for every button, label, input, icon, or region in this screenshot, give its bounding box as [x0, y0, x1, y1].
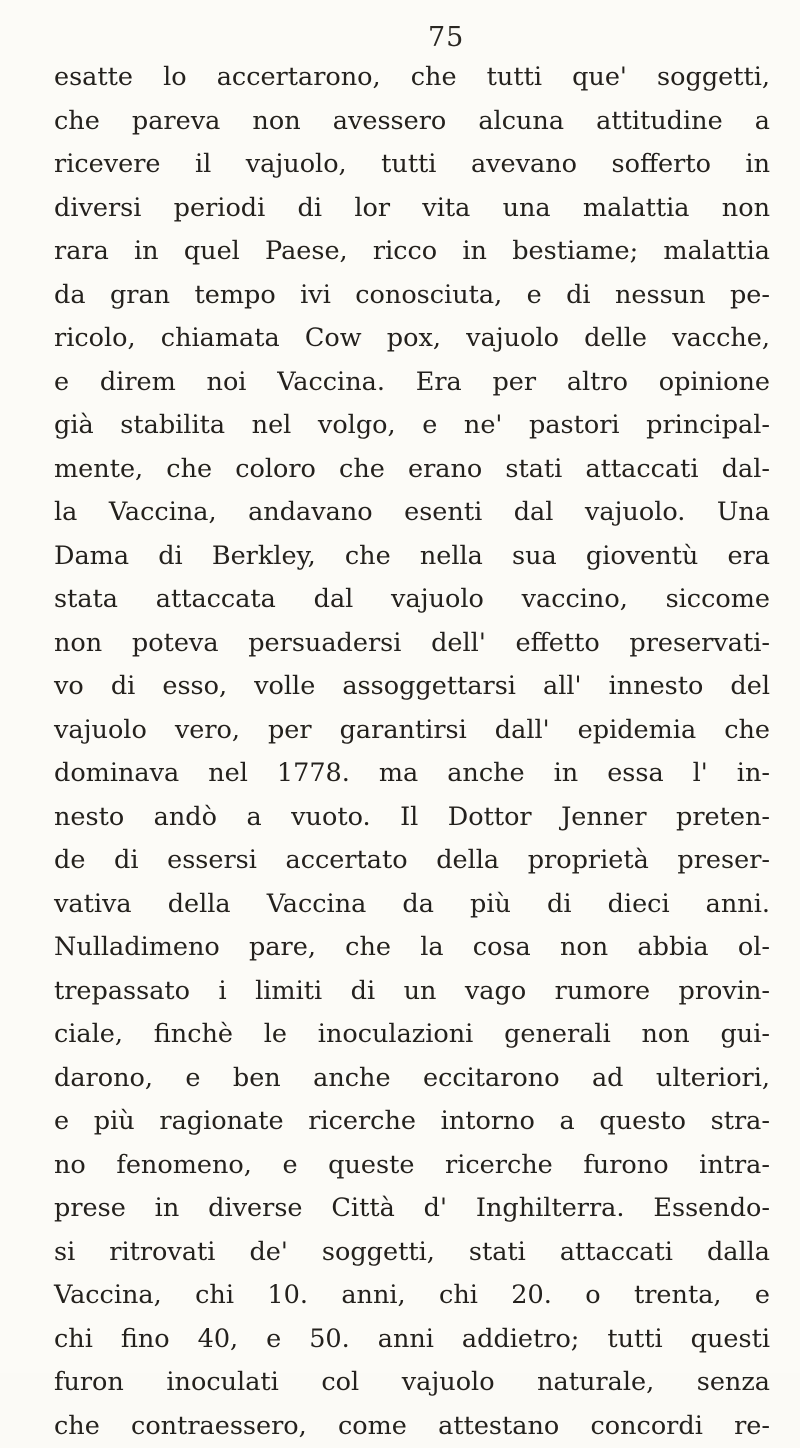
text-line: dominava nel 1778. ma anche in essa l' in- — [54, 752, 770, 796]
text-line: darono, e ben anche eccitarono ad ulteriori, — [54, 1057, 770, 1101]
text-line: mente, che coloro che erano stati attaccati dal- — [54, 448, 770, 492]
text-line: stata attaccata dal vajuolo vaccino, siccome — [54, 578, 770, 622]
text-line: nesto andò a vuoto. Il Dottor Jenner preten- — [54, 796, 770, 840]
text-line: non poteva persuadersi dell' effetto preservati- — [54, 622, 770, 666]
text-line: rara in quel Paese, ricco in bestiame; malattia — [54, 230, 770, 274]
text-line: diversi periodi di lor vita una malattia non — [54, 187, 770, 231]
text-line: ciale, finchè le inoculazioni generali non gui- — [54, 1013, 770, 1057]
text-line: e più ragionate ricerche intorno a questo stra- — [54, 1100, 770, 1144]
text-line: esatte lo accertarono, che tutti que' soggetti, — [54, 56, 770, 100]
text-line: de di essersi accertato della proprietà preser- — [54, 839, 770, 883]
text-line: già stabilita nel volgo, e ne' pastori principal- — [54, 404, 770, 448]
text-line: furon inoculati col vajuolo naturale, senza — [54, 1361, 770, 1405]
text-line: da gran tempo ivi conosciuta, e di nessun pe- — [54, 274, 770, 318]
text-line: e direm noi Vaccina. Era per altro opinione — [54, 361, 770, 405]
text-line: ricolo, chiamata Cow pox, vajuolo delle vacche, — [54, 317, 770, 361]
text-line: la Vaccina, andavano esenti dal vajuolo. Una — [54, 491, 770, 535]
text-line: no fenomeno, e queste ricerche furono intra- — [54, 1144, 770, 1188]
text-line: vativa della Vaccina da più di dieci anni. — [54, 883, 770, 927]
text-line: Dama di Berkley, che nella sua gioventù era — [54, 535, 770, 579]
body-text — [54, 56, 770, 1448]
text-line: che pareva non avessero alcuna attitudine a — [54, 100, 770, 144]
text-line: vo di esso, volle assoggettarsi all' innesto del — [54, 665, 770, 709]
page-number: 75 — [428, 22, 464, 53]
text-line: si ritrovati de' soggetti, stati attaccati dalla — [54, 1231, 770, 1275]
text-line: prese in diverse Città d' Inghilterra. Essendo- — [54, 1187, 770, 1231]
text-line: trepassato i limiti di un vago rumore provin- — [54, 970, 770, 1014]
text-line: ricevere il vajuolo, tutti avevano sofferto in — [54, 143, 770, 187]
text-line: Nulladimeno pare, che la cosa non abbia ol- — [54, 926, 770, 970]
text-line: chi fino 40, e 50. anni addietro; tutti questi — [54, 1318, 770, 1362]
text-line: vajuolo vero, per garantirsi dall' epidemia che — [54, 709, 770, 753]
text-line: Vaccina, chi 10. anni, chi 20. o trenta, e — [54, 1274, 770, 1318]
text-line: che contraessero, come attestano concordi re- — [54, 1405, 770, 1448]
